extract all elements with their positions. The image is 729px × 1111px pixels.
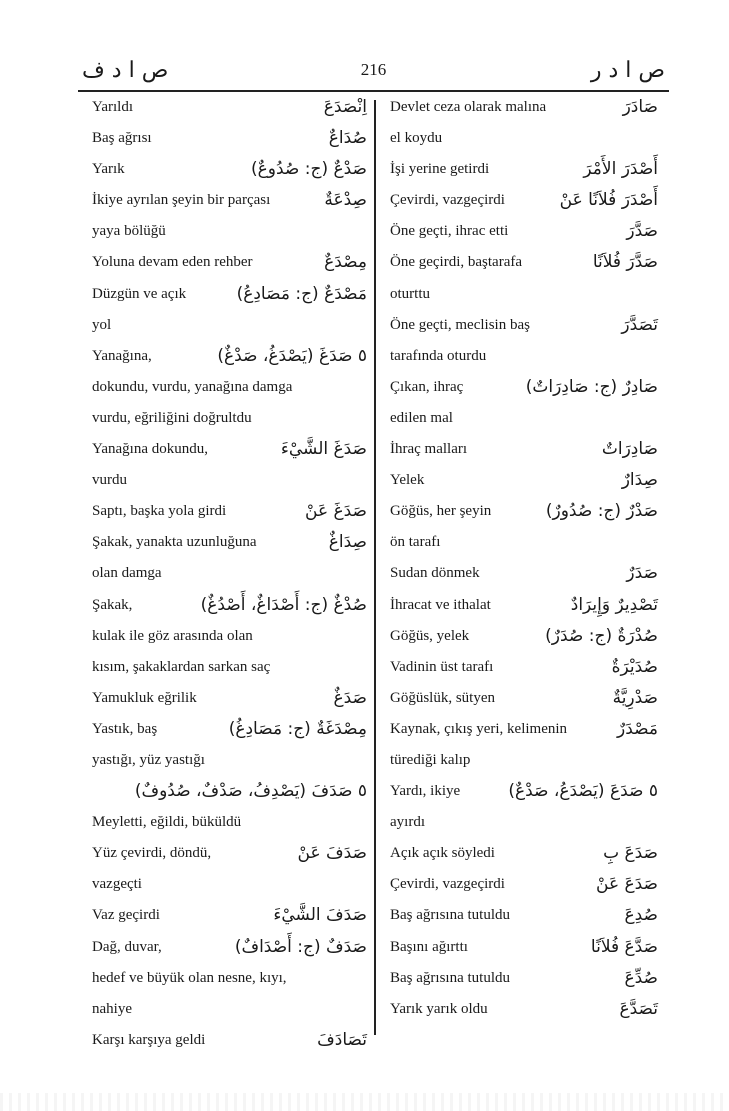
turkish-definition: Öne geçirdi, baştarafa — [390, 254, 523, 271]
turkish-definition: türediği kalıp — [390, 751, 471, 768]
turkish-definition: ön tarafı — [390, 534, 441, 551]
dictionary-entry — [92, 807, 367, 838]
dictionary-entry — [390, 621, 658, 652]
turkish-definition: el koydu — [390, 130, 443, 147]
arabic-headword: صِدَاغٌ — [328, 532, 367, 553]
turkish-definition: vurdu, eğriliğini doğrultdu — [92, 409, 252, 426]
dictionary-entry — [92, 683, 367, 714]
turkish-definition: vurdu — [92, 472, 127, 489]
turkish-definition: hedef ve büyük olan nesne, kıyı, — [92, 969, 287, 986]
arabic-headword: صَدَّرَ فُلاَنًا — [592, 252, 658, 273]
right-column — [390, 92, 658, 1025]
arabic-headword: صُدِّعَ — [624, 967, 658, 988]
dictionary-entry — [390, 900, 658, 931]
dictionary-entry — [92, 527, 367, 558]
dictionary-entry — [92, 154, 367, 185]
dictionary-entry — [92, 1025, 367, 1056]
turkish-definition: Öne geçti, meclisin baş — [390, 316, 530, 333]
dictionary-entry — [390, 776, 658, 807]
turkish-definition: Yarık yarık oldu — [390, 1000, 488, 1017]
turkish-definition: Yastık, baş — [92, 720, 158, 737]
dictionary-entry — [390, 434, 658, 465]
left-column — [92, 92, 367, 1056]
dictionary-entry — [390, 932, 658, 963]
dictionary-entry — [390, 590, 658, 621]
turkish-definition: Vaz geçirdi — [92, 907, 160, 924]
dictionary-entry — [92, 92, 367, 123]
arabic-headword: صَدَفٌ (ج: أَصْدَافٌ) — [234, 936, 367, 957]
dictionary-entry — [92, 994, 367, 1025]
turkish-definition: Yanağına dokundu, — [92, 441, 208, 458]
dictionary-entry — [390, 372, 658, 403]
turkish-definition: nahiye — [92, 1000, 132, 1017]
dictionary-entry — [92, 403, 367, 434]
dictionary-entry — [390, 496, 658, 527]
turkish-definition: ayırdı — [390, 814, 425, 831]
arabic-headword: صَدَغَ عَنْ — [305, 501, 367, 522]
turkish-definition: Çevirdi, vazgeçirdi — [390, 876, 505, 893]
arabic-headword: صَدَرٌ — [626, 563, 658, 584]
dictionary-entry — [390, 652, 658, 683]
dictionary-entry — [390, 745, 658, 776]
dictionary-entry — [390, 123, 658, 154]
arabic-headword: صَدَعَ عَنْ — [596, 874, 658, 895]
turkish-definition: Şakak, yanakta uzunluğuna — [92, 534, 257, 551]
arabic-headword: صَدَّعَ فُلاَنًا — [590, 936, 658, 957]
dictionary-entry — [390, 92, 658, 123]
dictionary-entry — [92, 652, 367, 683]
dictionary-entry — [390, 279, 658, 310]
dictionary-entry — [92, 932, 367, 963]
dictionary-entry — [92, 714, 367, 745]
dictionary-entry — [390, 154, 658, 185]
turkish-definition: olan damga — [92, 565, 162, 582]
arabic-headword: صَدَعَ بِ — [603, 843, 658, 864]
turkish-definition: yaya bölüğü — [92, 223, 166, 240]
arabic-headword: ٥ صَدَغَ (يَصْدَغُ، صَدْغٌ) — [217, 345, 367, 366]
turkish-definition: tarafında oturdu — [390, 347, 487, 364]
arabic-headword: مِصْدَعٌ — [324, 252, 367, 273]
arabic-headword: مَصْدَعٌ (ج: مَصَادِعُ) — [236, 283, 367, 304]
arabic-headword: صَدَغٌ — [333, 687, 367, 708]
dictionary-entry — [92, 838, 367, 869]
dictionary-entry — [92, 963, 367, 994]
arabic-headword: أَصْدَرَ فُلاَنًا عَنْ — [559, 190, 658, 211]
dictionary-entry — [390, 683, 658, 714]
arabic-headword: تَصْدِيرٌ وَإِيرَادٌ — [570, 594, 658, 615]
dictionary-entry — [92, 279, 367, 310]
turkish-definition: Yelek — [390, 472, 425, 489]
turkish-definition: Göğüs, her şeyin — [390, 503, 492, 520]
arabic-headword: صَدَّرَ — [626, 221, 658, 242]
turkish-definition: İkiye ayrılan şeyin bir parçası — [92, 192, 271, 209]
dictionary-entry — [390, 341, 658, 372]
turkish-definition: Yüz çevirdi, döndü, — [92, 845, 212, 862]
arabic-headword: صَدْرِيَّةٌ — [612, 687, 658, 708]
arabic-headword: صُدَيْرَةٌ — [611, 656, 658, 677]
turkish-definition: Yarıldı — [92, 99, 133, 115]
dictionary-entry — [92, 558, 367, 589]
turkish-definition: Açık açık söyledi — [390, 845, 495, 862]
turkish-definition: Baş ağrısına tutuldu — [390, 907, 510, 924]
dictionary-entry — [92, 869, 367, 900]
dictionary-entry — [390, 807, 658, 838]
turkish-definition: İhraç malları — [390, 441, 468, 458]
arabic-headword: تَصَادَفَ — [317, 1029, 367, 1050]
dictionary-entry — [92, 372, 367, 403]
dictionary-entry — [92, 900, 367, 931]
dictionary-entry — [390, 216, 658, 247]
dictionary-entry — [390, 185, 658, 216]
turkish-definition: dokundu, vurdu, yanağına damga — [92, 378, 293, 395]
turkish-definition: vazgeçti — [92, 876, 142, 893]
arabic-headword: اِنْصَدَعَ — [323, 97, 367, 117]
arabic-headword: تَصَدَّعَ — [619, 998, 658, 1019]
scan-edge — [0, 1093, 729, 1111]
turkish-definition: Kaynak, çıkış yeri, kelimenin — [390, 720, 568, 737]
arabic-headword: صِدَارٌ — [621, 470, 658, 491]
page-number: 216 — [360, 60, 387, 79]
arabic-headword: صَادِرَاتٌ — [601, 439, 658, 460]
arabic-headword: أَصْدَرَ الأَمْرَ — [583, 159, 658, 180]
turkish-definition: Düzgün ve açık — [92, 285, 187, 302]
turkish-definition: Saptı, başka yola girdi — [92, 503, 227, 520]
turkish-definition: kulak ile göz arasında olan — [92, 627, 253, 644]
turkish-definition: İşi yerine getirdi — [390, 161, 490, 178]
turkish-definition: Göğüs, yelek — [390, 627, 470, 644]
turkish-definition: Yoluna devam eden rehber — [92, 254, 253, 271]
turkish-definition: Devlet ceza olarak malına — [390, 99, 547, 115]
turkish-definition: Yardı, ikiye — [390, 783, 461, 800]
arabic-headword: تَصَدَّرَ — [621, 314, 658, 335]
arabic-headword: صُدَاعٌ — [328, 128, 367, 149]
arabic-headword: صُدِعَ — [624, 905, 658, 926]
turkish-definition: Öne geçti, ihrac etti — [390, 223, 509, 240]
turkish-definition: edilen mal — [390, 409, 453, 426]
turkish-definition: Meyletti, eğildi, büküldü — [92, 814, 242, 831]
dictionary-entry — [390, 310, 658, 341]
dictionary-entry — [92, 341, 367, 372]
arabic-headword: صِدْعَةٌ — [324, 190, 367, 211]
arabic-headword: ٥ صَدَعَ (يَصْدَعُ، صَدْعٌ) — [508, 781, 658, 802]
turkish-definition: İhracat ve ithalat — [390, 596, 491, 613]
turkish-definition: Baş ağrısı — [92, 130, 152, 147]
dictionary-entry — [390, 838, 658, 869]
turkish-definition: kısım, şakaklardan sarkan saç — [92, 658, 271, 675]
dictionary-entry — [92, 745, 367, 776]
dictionary-entry — [92, 621, 367, 652]
arabic-headword: صَدَفَ الشَّيْءَ — [273, 905, 367, 926]
dictionary-entry — [92, 185, 367, 216]
turkish-definition: yastığı, yüz yastığı — [92, 751, 205, 768]
turkish-definition: Dağ, duvar, — [92, 938, 162, 955]
turkish-definition: Baş ağrısına tutuldu — [390, 969, 510, 986]
arabic-headword: مِصْدَغَةٌ (ج: مَصَادِغُ) — [228, 718, 367, 739]
arabic-headword: صُدْغٌ (ج: أَصْدَاغٌ، أَصْدُغٌ) — [200, 594, 367, 615]
dictionary-entry — [92, 310, 367, 341]
column-divider — [374, 100, 376, 1035]
dictionary-entry — [390, 247, 658, 278]
turkish-definition: Vadinin üst tarafı — [390, 658, 494, 675]
turkish-definition: Sudan dönmek — [390, 565, 480, 582]
turkish-definition: oturttu — [390, 285, 430, 302]
arabic-headword: ٥ صَدَفَ (يَصْدِفُ، صَدْفٌ، صُدُوفٌ) — [134, 781, 367, 802]
dictionary-entry — [92, 123, 367, 154]
turkish-definition: Çevirdi, vazgeçirdi — [390, 192, 505, 209]
arabic-headword: صَادِرٌ (ج: صَادِرَاتٌ) — [525, 376, 658, 397]
dictionary-entry — [390, 714, 658, 745]
dictionary-entry — [92, 434, 367, 465]
dictionary-entry — [92, 247, 367, 278]
dictionary-entry — [92, 590, 367, 621]
arabic-headword: مَصْدَرٌ — [617, 718, 658, 739]
header-letters-right: ص ا د ر — [590, 58, 665, 83]
dictionary-entry — [390, 994, 658, 1025]
turkish-definition: Çıkan, ihraç — [390, 378, 464, 395]
arabic-headword: صَدْرٌ (ج: صُدُورٌ) — [545, 501, 658, 522]
turkish-definition: Yarık — [92, 161, 125, 178]
arabic-headword: صُدْرَةٌ (ج: صُدَرٌ) — [545, 625, 658, 646]
turkish-definition: Yanağına, — [92, 347, 152, 364]
dictionary-entry — [92, 465, 367, 496]
dictionary-entry — [390, 403, 658, 434]
dictionary-entry — [92, 216, 367, 247]
turkish-definition: Karşı karşıya geldi — [92, 1031, 206, 1048]
turkish-definition: Şakak, — [92, 596, 133, 613]
arabic-headword: صَدْعٌ (ج: صُدُوعٌ) — [251, 159, 367, 180]
dictionary-entry — [92, 496, 367, 527]
dictionary-entry — [390, 558, 658, 589]
turkish-definition: yol — [92, 316, 112, 333]
arabic-headword: صَادَرَ — [622, 97, 658, 117]
arabic-headword: صَدَفَ عَنْ — [297, 843, 367, 864]
dictionary-entry — [390, 963, 658, 994]
arabic-headword: صَدَغَ الشَّيْءَ — [280, 439, 367, 460]
turkish-definition: Yamukluk eğrilik — [92, 689, 197, 706]
dictionary-entry — [92, 776, 367, 807]
turkish-definition: Göğüslük, sütyen — [390, 689, 495, 706]
dictionary-entry — [390, 869, 658, 900]
turkish-definition: Başını ağırttı — [390, 938, 468, 955]
header-letters-left: ص ا د ف — [82, 58, 169, 83]
dictionary-entry — [390, 527, 658, 558]
page-header — [78, 52, 669, 92]
dictionary-entry — [390, 465, 658, 496]
